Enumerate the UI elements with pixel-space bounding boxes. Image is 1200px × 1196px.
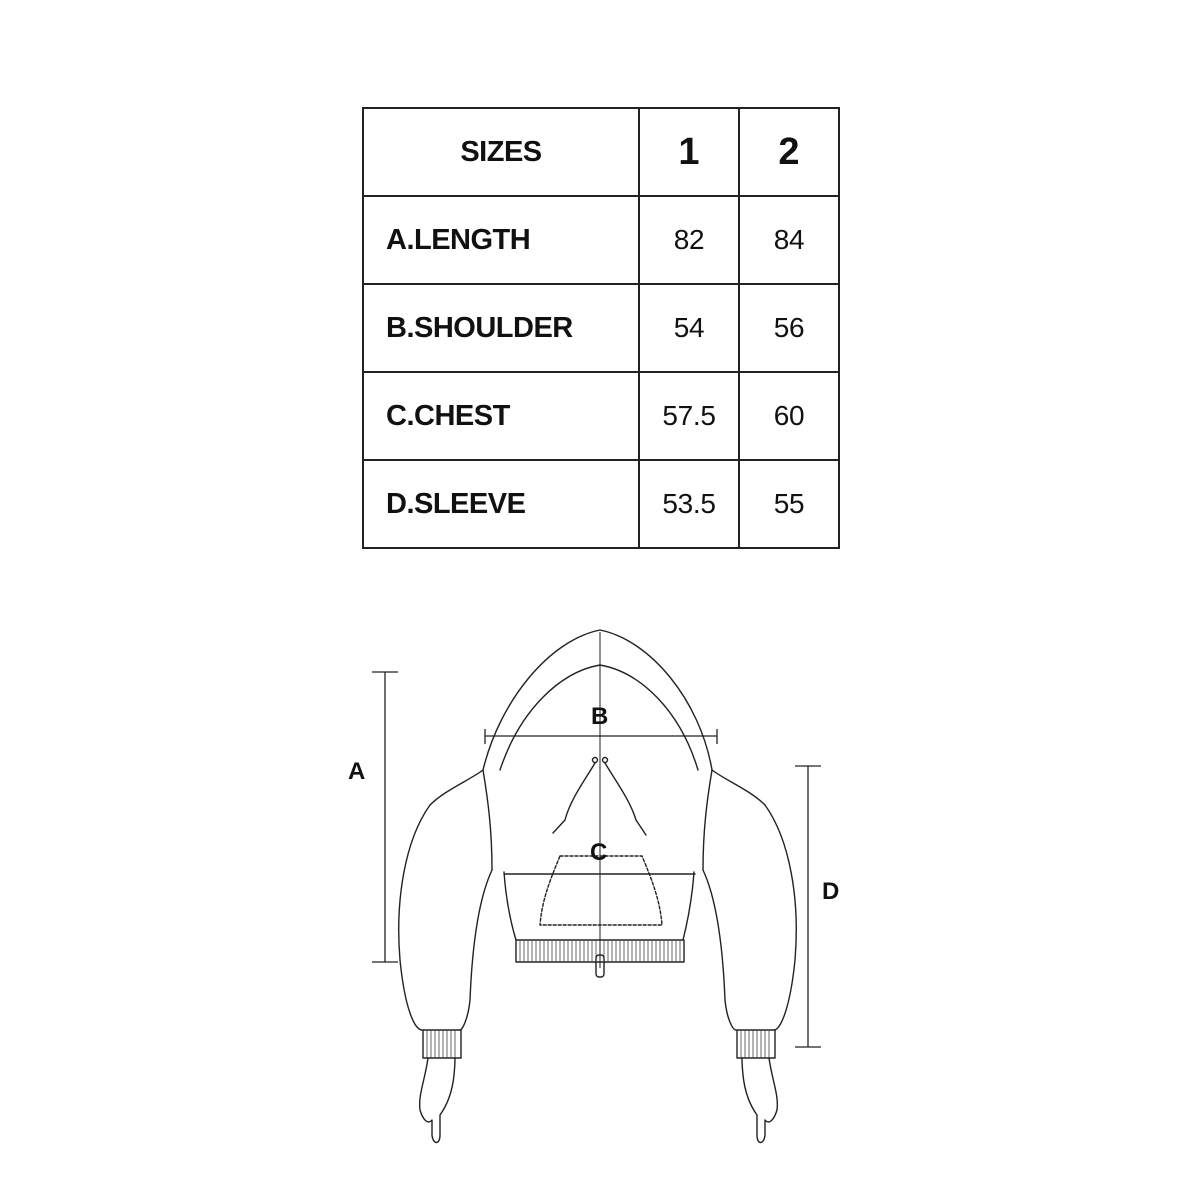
drawstring-left-eyelet xyxy=(593,758,598,763)
marker-c: C xyxy=(590,839,608,866)
drawstring-right xyxy=(605,763,646,835)
row-label-shoulder: B.SHOULDER xyxy=(363,284,639,372)
left-sleeve-inner xyxy=(460,870,492,1030)
marker-a: A xyxy=(348,758,366,785)
hood-right-edge xyxy=(712,770,765,805)
chest-size-1: 57.5 xyxy=(639,372,739,460)
marker-b: B xyxy=(591,703,609,730)
body-left-seam xyxy=(483,770,492,870)
right-sleeve-outer xyxy=(765,805,796,1030)
row-label-chest: C.CHEST xyxy=(363,372,639,460)
right-hand xyxy=(742,1058,777,1143)
sizes-header: SIZES xyxy=(363,108,639,196)
hood-left-edge xyxy=(430,770,483,805)
shoulder-size-1: 54 xyxy=(639,284,739,372)
sleeve-size-2: 55 xyxy=(739,460,839,548)
hood-outer xyxy=(483,630,712,770)
body-right-seam xyxy=(703,770,712,870)
left-sleeve-outer xyxy=(399,805,430,1030)
body-left-lower xyxy=(504,872,516,940)
drawstring-right-eyelet xyxy=(603,758,608,763)
shoulder-size-2: 56 xyxy=(739,284,839,372)
sleeve-size-1: 53.5 xyxy=(639,460,739,548)
kangaroo-pocket xyxy=(540,856,662,925)
chest-size-2: 60 xyxy=(739,372,839,460)
length-size-2: 84 xyxy=(739,196,839,284)
size-2-header: 2 xyxy=(739,108,839,196)
marker-d: D xyxy=(822,878,840,905)
length-size-1: 82 xyxy=(639,196,739,284)
right-sleeve-inner xyxy=(703,870,736,1030)
body-right-lower xyxy=(683,872,694,940)
drawstring-left xyxy=(553,763,595,833)
left-hand xyxy=(420,1058,455,1143)
row-label-sleeve: D.SLEEVE xyxy=(363,460,639,548)
size-1-header: 1 xyxy=(639,108,739,196)
row-label-length: A.LENGTH xyxy=(363,196,639,284)
